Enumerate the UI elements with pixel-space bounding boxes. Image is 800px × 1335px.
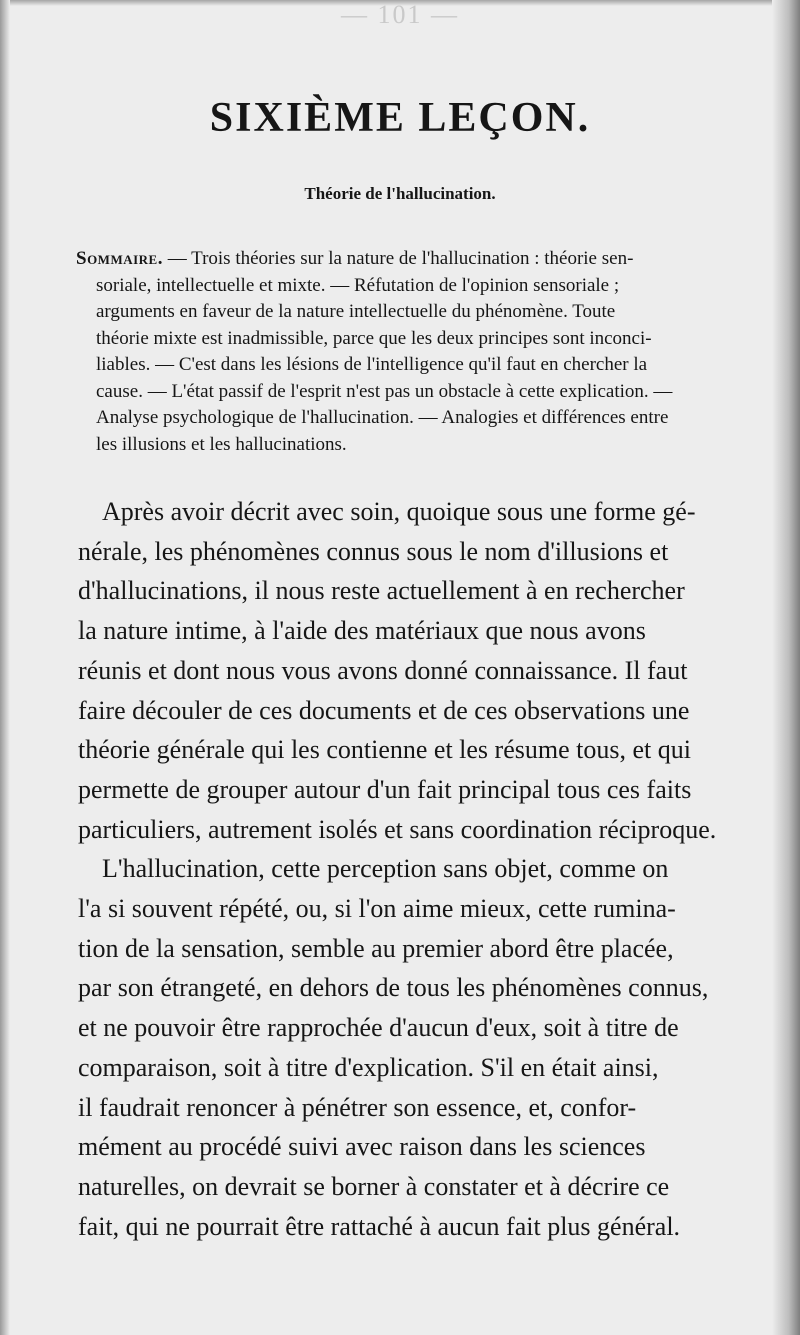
summary-line: Sommaire. — Trois théories sur la nature de l'hallucination : théorie sen- [76, 248, 634, 269]
summary-line: théorie mixte est inadmissible, parce que les deux principes sont inconci- [96, 327, 652, 349]
paragraph-2-line: comparaison, soit à titre d'explication. S'il en était ainsi, [78, 1052, 659, 1082]
summary-line: liables. — C'est dans les lésions de l'intelligence qu'il faut en chercher la [96, 354, 648, 375]
summary-line: Analyse psychologique de l'hallucination. — Analogies et différences entre [96, 407, 669, 428]
lesson-title: SIXIÈME LEÇON. [209, 95, 591, 141]
summary-line: soriale, intellectuelle et mixte. — Réfutation de l'opinion sensoriale ; [96, 274, 620, 296]
paragraph-2-line: naturelles, on devrait se borner à constater et à décrire ce [78, 1171, 670, 1201]
paragraph-2-line: il faudrait renoncer à pénétrer son essence, et, confor- [78, 1092, 637, 1122]
summary-label: Sommaire. [76, 248, 163, 269]
paragraph-1-line: théorie générale qui les contienne et les résume tous, et qui [78, 735, 691, 765]
paragraph-1-line: réunis et dont nous vous avons donné connaissance. Il faut [78, 655, 688, 685]
paragraph-1-line: faire découler de ces documents et de ces observations une [78, 695, 690, 725]
paragraph-2-line: L'hallucination, cette perception sans objet, comme on [102, 854, 669, 884]
paragraph-1-line: permette de grouper autour d'un fait principal tous ces faits [78, 774, 692, 804]
paragraph-2-line: tion de la sensation, semble au premier abord être placée, [78, 933, 674, 963]
page-left-edge [0, 0, 10, 1335]
summary-line: les illusions et les hallucinations. [96, 433, 347, 455]
paragraph-1-line: la nature intime, à l'aide des matériaux que nous avons [78, 616, 646, 646]
summary-line: cause. — L'état passif de l'esprit n'est pas un obstacle à cette explication. — [96, 380, 673, 402]
paragraph-2-line: par son étrangeté, en dehors de tous les phénomènes connus, [78, 973, 709, 1003]
paragraph-1-line: d'hallucinations, il nous reste actuellement à en rechercher [78, 576, 685, 606]
lesson-subtitle: Théorie de l'hallucination. [304, 184, 496, 203]
summary-block [76, 246, 726, 458]
summary-line: arguments en faveur de la nature intellectuelle du phénomène. Toute [96, 301, 616, 322]
paragraph-2-line: fait, qui ne pourrait être rattaché à aucun fait plus général. [78, 1211, 681, 1241]
page-number: — 101 — [341, 0, 459, 29]
paragraph-1-line: Après avoir décrit avec soin, quoique sous une forme gé- [102, 497, 696, 526]
paragraph-2-line: l'a si souvent répété, ou, si l'on aime mieux, cette rumina- [78, 894, 676, 924]
paragraph-2-line: mément au procédé suivi avec raison dans les sciences [78, 1132, 646, 1162]
paragraph-2-line: et ne pouvoir être rapprochée d'aucun d'eux, soit à titre de [78, 1013, 679, 1043]
page-right-edge [772, 0, 800, 1335]
paragraph-1-line: particuliers, autrement isolés et sans coordination réciproque. [78, 814, 717, 844]
paragraph-1-line: nérale, les phénomènes connus sous le nom d'illusions et [78, 536, 669, 566]
body-text [78, 492, 730, 1246]
